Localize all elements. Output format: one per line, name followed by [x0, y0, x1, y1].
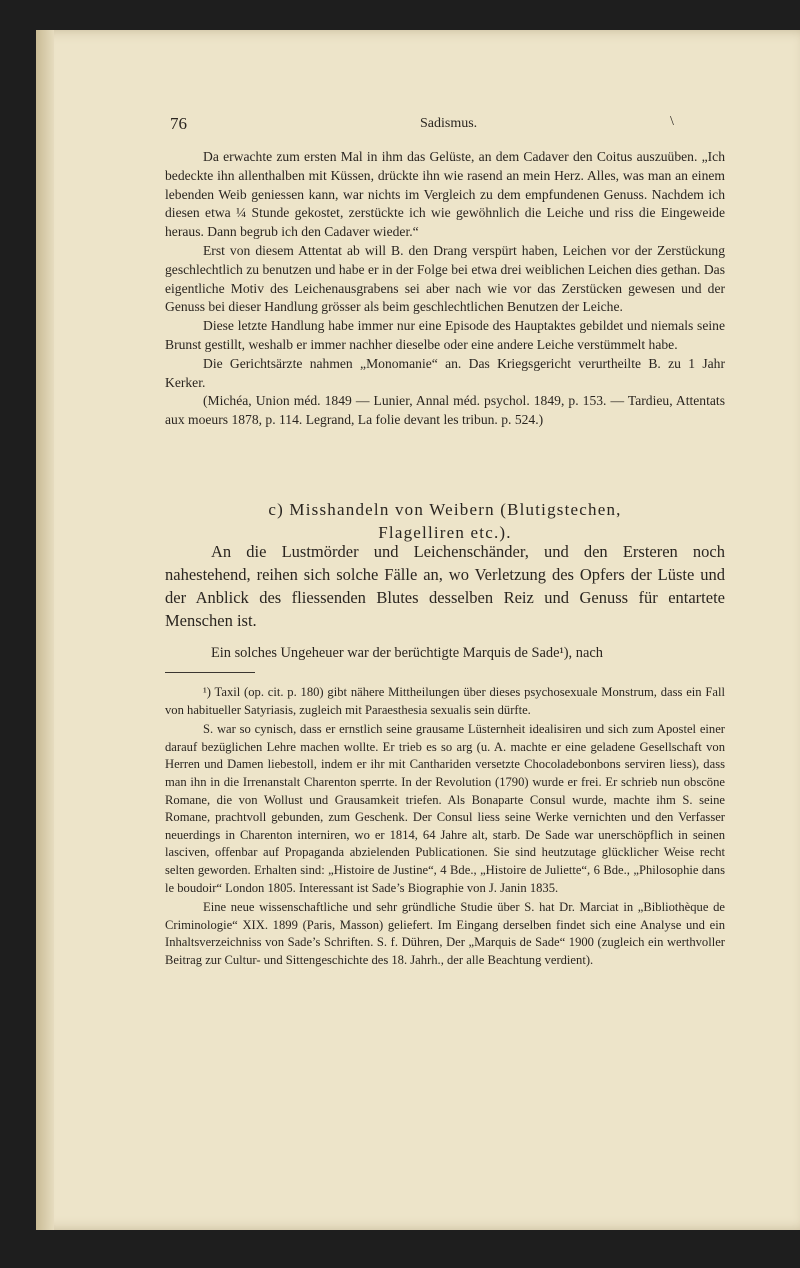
- page-number: 76: [170, 114, 187, 133]
- citation-paragraph: (Michéa, Union méd. 1849 — Lunier, Annal méd. psychol. 1849, p. 153. — Tardieu, Attentats aux moeurs 1878, p. 114. Legrand, La folie devant les tribun. p. 524.): [165, 393, 725, 428]
- section-intro: [165, 540, 725, 632]
- footnote: S. war so cynisch, dass er ernstlich seine grausame Lüsternheit idealisiren und sich zum Apostel einer darauf bezüglichen Lehre machen wollte. Er trieb es so arg (u. A. machte er eine geladene Gesellschaft von Herren und Damen liebestoll, indem er ihr mit Canthariden versetzte Chocoladebonbons serviren liess), dass man ihn in die Irrenanstalt Charenton sperrte. In der Revolution (1790) wurde er frei. Er schrieb nun obscöne Romane, die von Wollust und Grausamkeit triefen. Als Bonaparte Consul wurde, machte ihm S. seine Romane, prachtvoll gebunden, zum Geschenk. Der Consul liess seine Werke vernichten und den Verfasser neuerdings in Charenton interniren, wo er 1814, 64 Jahre alt, starb. De Sade war unerschöpflich in seinen lasciven, offenbar auf Propaganda abzielenden Publicationen. Sie sind heutzutage glücklicher Weise recht selten geworden. Erhalten sind: „Histoire de Justine“, 4 Bde., „Histoire de Juliette“, 6 Bde., „Philosophie dans le boudoir“ London 1805. Interessant ist Sade’s Biographie von J. Janin 1835.: [165, 722, 725, 895]
- footnote-rule: [165, 672, 255, 673]
- running-title: Sadismus.: [420, 116, 478, 131]
- footnotes: [165, 684, 725, 972]
- paragraph: Diese letzte Handlung habe immer nur eine Episode des Hauptaktes gebildet und niemals seine Brunst gestillt, weshalb er immer nachher dieselbe oder eine andere Leiche verstümmelt habe.: [165, 318, 725, 352]
- page-edge: [36, 30, 54, 1230]
- paragraph: Da erwachte zum ersten Mal in ihm das Gelüste, an dem Cadaver den Coitus auszuüben. „Ich bedeckte ihn allenthalben mit Küssen, drückte ihn wie rasend an mein Herz. Alles, was man an einem lebenden Weib geniessen kann, war nichts im Vergleich zu dem empfundenen Genuss. Nachdem ich diesen etwa ¼ Stunde gekostet, zerstückte ich wie gewöhnlich die Leiche und riss die Eingeweide heraus. Dann begrub ich den Cadaver wieder.“: [165, 149, 725, 240]
- pencil-mark: \: [670, 114, 674, 129]
- section-heading-line: Flagelliren etc.).: [378, 523, 512, 542]
- main-text: [165, 148, 725, 430]
- footnote: ¹) Taxil (op. cit. p. 180) gibt nähere Mittheilungen über dieses psychosexuale Monstrum, dass ein Fall von habitueller Satyriasis, zugleich mit Paraesthesia sexualis sein dürfte.: [165, 685, 725, 717]
- intro-paragraph: An die Lustmörder und Leichenschänder, und den Ersteren noch nahestehend, reihen sich solche Fälle an, wo Verletzung des Opfers der Lüste und der Anblick des fliessenden Blutes desselben Reiz und Genuss für entartete Menschen ist.: [165, 542, 725, 630]
- lead-line: Ein solches Ungeheuer war der berüchtigte Marquis de Sade¹), nach: [211, 645, 603, 661]
- section-heading: [165, 498, 725, 544]
- footnote: Eine neue wissenschaftliche und sehr gründliche Studie über S. hat Dr. Marciat in „Bibliothèque de Criminologie“ XIX. 1899 (Paris, Masson) geliefert. Im Eingang derselben findet sich eine Analyse und ein Inhaltsverzeichniss von Sade’s Schriften. S. f. Dühren, Der „Marquis de Sade“ 1900 (zugleich ein werthvoller Beitrag zur Cultur- und Sittengeschichte des 18. Jahrh., der alle Beachtung verdient).: [165, 900, 725, 967]
- paragraph: Erst von diesem Attentat ab will B. den Drang verspürt haben, Leichen vor der Zerstückung geschlechtlich zu benutzen und habe er in der Folge bei etwa drei weiblichen Leichen dies gethan. Das eigentliche Motiv des Leichenausgrabens sei aber nach wie vor das Zerstücken gewesen und der Genuss bei dieser Handlung grösser als beim geschlechtlichen Benutzen der Leiche.: [165, 242, 725, 315]
- running-header: [170, 114, 770, 138]
- section-heading-line: c) Misshandeln von Weibern (Blutigstechen,: [268, 500, 622, 519]
- paragraph: Die Gerichtsärzte nahmen „Monomanie“ an. Das Kriegsgericht verurtheilte B. zu 1 Jahr Kerker.: [165, 355, 725, 390]
